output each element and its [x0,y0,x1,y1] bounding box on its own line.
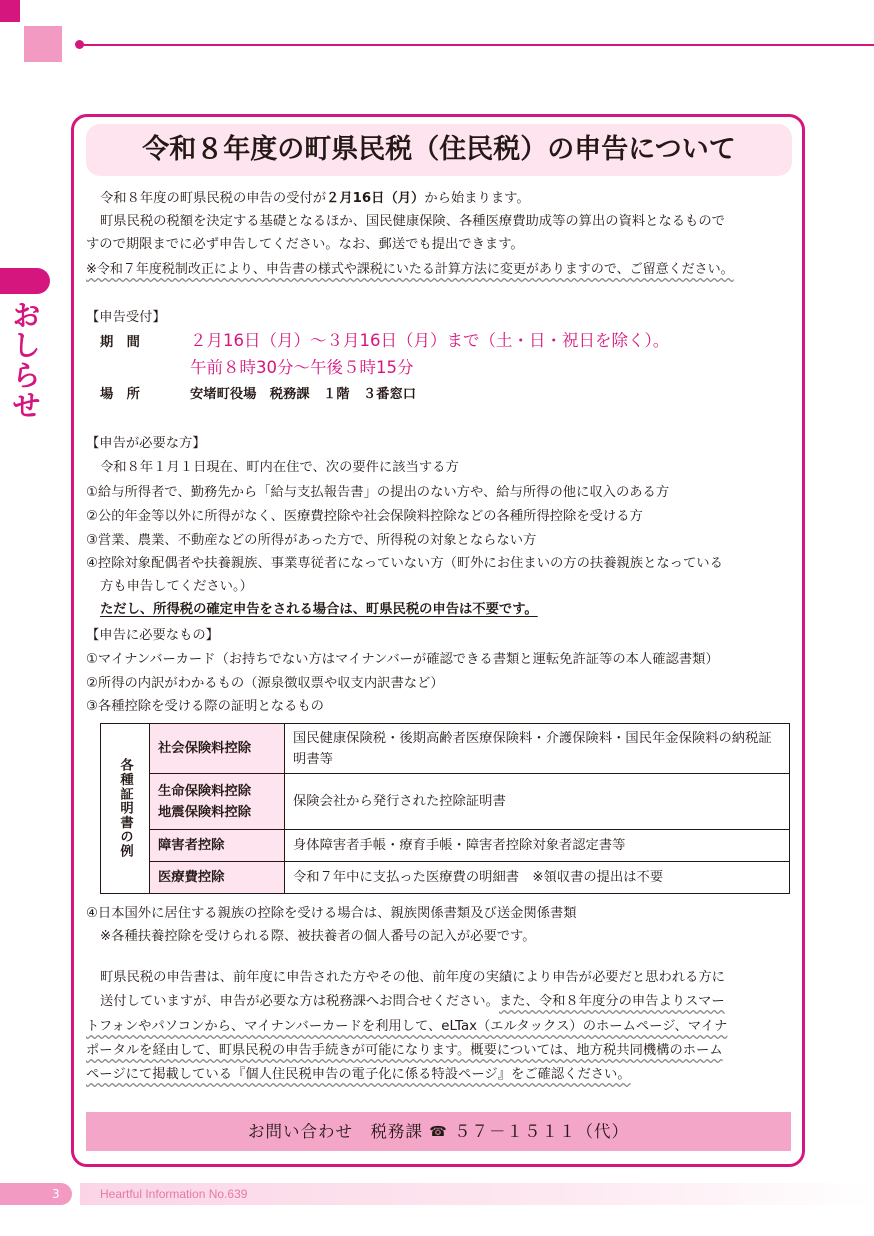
table-detail: 身体障害者手帳・療育手帳・障害者控除対象者認定書等 [285,830,790,862]
needs-item-4: ④日本国外に居住する親族の控除を受ける場合は、親族関係書類及び送金関係書類 [86,906,577,921]
needs-heading: 【申告に必要なもの】 [86,628,219,643]
place-label: 場 所 [100,387,140,402]
page-number: 3 [52,1187,60,1201]
table-detail: 国民健康保険税・後期高齢者医療保険料・介護保険料・国民年金保険料の納税証明書等 [285,724,790,774]
table-category: 障害者控除 [150,830,285,862]
dependent-note: ※各種扶養控除を受けられる際、被扶養者の個人番号の記入が必要です。 [100,929,536,944]
table-detail: 令和７年中に支払った医療費の明細書 ※領収書の提出は不要 [285,862,790,894]
who-item-continued: 方も申告してください。） [100,579,253,594]
place-value: 安堵町役場 税務課 １階 ３番窓口 [190,387,417,402]
needs-item: ②所得の内訳がわかるもの（源泉徴収票や収支内訳書など） [86,676,444,691]
table-category: 生命保険料控除 地震保険料控除 [150,774,285,830]
period-value: ２月16日（月）～３月16日（月）まで（土・日・祝日を除く）。 [190,331,670,350]
certificate-table [100,723,790,894]
intro-line-2: 町県民税の税額を決定する基礎となるほか、国民健康保険、各種医療費助成等の算出の資料となるもので [100,214,725,229]
who-intro: 令和８年１月１日現在、町内在住で、次の要件に該当する方 [100,460,459,475]
table-category: 社会保険料控除 [150,724,285,774]
intro-note: ※令和７年度税制改正により、申告書の様式や課税にいたる計算方法に変更がありますので、ご留意ください。 [86,262,734,277]
period-label: 期 間 [100,335,140,350]
table-row [101,862,790,894]
closing-line-2: 送付していますが、申告が必要な方は税務課へお問合せください。また、令和８年度分の申告よりスマー [100,994,725,1009]
who-item: ③営業、農業、不動産などの所得があった方で、所得税の対象とならない方 [86,533,537,548]
page-title: 令和８年度の町県民税（住民税）の申告について [142,134,736,165]
office-hours: 午前８時30分～午後５時15分 [190,358,414,377]
needs-item: ③各種控除を受ける際の証明となるもの [86,699,324,714]
closing-line-1: 町県民税の申告書は、前年度に申告された方やその他、前年度の実績により申告が必要だと思われる方に [100,970,725,985]
table-category: 医療費控除 [150,862,285,894]
contact-number: ５７－１５１１（代） [453,1122,629,1141]
table-row [101,774,790,830]
who-item: ①給与所得者で、勤務先から「給与支払報告書」の提出のない方や、給与所得の他に収入のある方 [86,485,670,500]
needs-item: ①マイナンバーカード（お持ちでない方はマイナンバーが確認できる書類と運転免許証等の本人確認書類） [86,652,719,667]
page-number-pill [0,1183,72,1205]
contact-banner [86,1112,791,1151]
side-tab [0,268,50,294]
intro-line-1: 令和８年度の町県民税の申告の受付が２月16日（月）から始まります。 [100,191,530,206]
table-row [101,724,790,774]
publication-title: Heartful Information No.639 [100,1187,248,1201]
who-item: ④控除対象配偶者や扶養親族、事業専従者になっていない方（町外にお住まいの方の扶養親族となっている [86,556,723,571]
header-rule-dot [75,40,84,49]
reception-heading: 【申告受付】 [86,310,166,325]
table-detail: 保険会社から発行された控除証明書 [285,774,790,830]
who-heading: 【申告が必要な方】 [86,436,206,451]
phone-icon: ☎ [429,1124,448,1140]
table-vertical-header: 各種証明書の例 [101,724,150,894]
table-row [101,830,790,862]
who-exemption-note: ただし、所得税の確定申告をされる場合は、町県民税の申告は不要です。 [100,602,538,617]
corner-accent-square [0,0,20,22]
closing-line-3: トフォンやパソコンから、マイナンバーカードを利用して、eLTax（エルタックス）のホームページ、マイナ [86,1019,728,1034]
intro-line-3: すので期限までに必ず申告してください。なお、郵送でも提出できます。 [86,237,524,252]
who-item: ②公的年金等以外に所得がなく、医療費控除や社会保険料控除などの各種所得控除を受ける方 [86,509,643,524]
closing-line-4: ポータルを経由して、町県民税の申告手続きが可能になります。概要については、地方税共同機構のホーム [86,1043,723,1058]
closing-line-5: ページにて掲載している『個人住民税申告の電子化に係る特設ページ』をご確認ください。 [86,1067,631,1082]
contact-label: お問い合わせ 税務課 [248,1122,424,1141]
header-rule [80,44,874,46]
section-label: おしらせ [8,300,42,420]
corner-accent-square-light [24,26,62,62]
